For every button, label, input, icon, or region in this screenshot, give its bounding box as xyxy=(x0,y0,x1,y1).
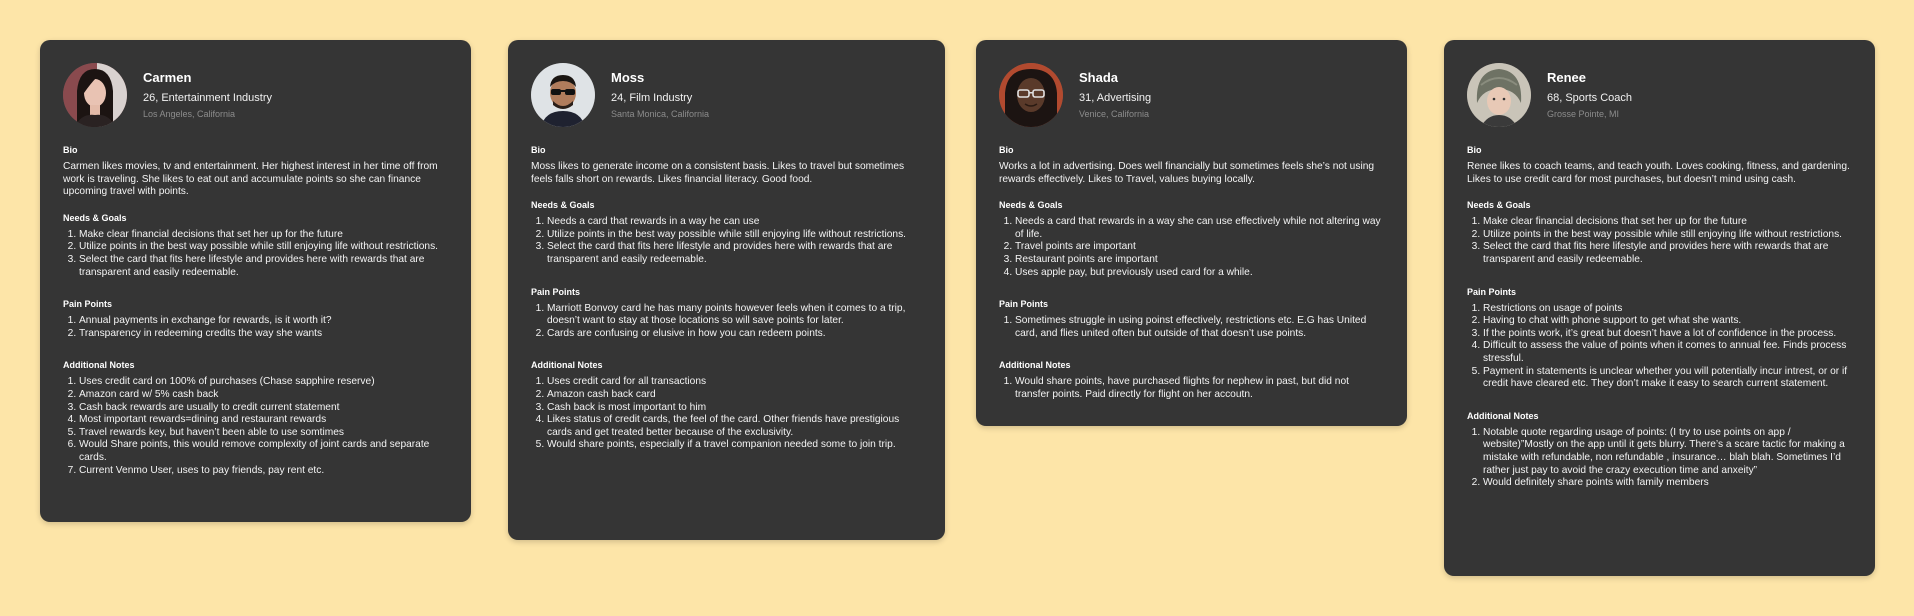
notes-title: Additional Notes xyxy=(999,360,1071,371)
persona-location: Venice, California xyxy=(1079,109,1150,119)
persona-location: Los Angeles, California xyxy=(143,109,236,119)
pain-title: Pain Points xyxy=(1467,286,1517,297)
avatar xyxy=(531,63,595,127)
list-item: 1. Marriott Bonvoy card he has many points however feels when it comes to a trip, doesn’t want to stay at those locations so will save points for later. xyxy=(547,303,922,328)
persona-header xyxy=(1467,62,1852,128)
list-item: 2. Travel points are important xyxy=(1015,241,1384,254)
list-item: 4. Most important rewards=dining and restaurant rewards xyxy=(79,414,448,427)
avatar xyxy=(1467,63,1531,127)
bio-text: Carmen likes movies, tv and entertainment. Her highest interest in her time off from work is traveling. She likes to eat out and accumulate points so she can finance upcoming travel with points. xyxy=(63,161,438,198)
persona-name: Renee xyxy=(1547,70,1587,85)
list-item: 3. Cash back is most important to him xyxy=(547,402,922,415)
list-item: 1. Make clear financial decisions that set her up for the future xyxy=(79,229,448,242)
needs-list xyxy=(999,216,1384,279)
persona-card-moss xyxy=(508,40,945,540)
bio-title: Bio xyxy=(1467,145,1482,155)
list-item: 4. Uses apple pay, but previously used card for a while. xyxy=(1015,267,1384,280)
avatar xyxy=(63,63,127,127)
notes-list xyxy=(63,376,448,477)
pain-list xyxy=(63,315,448,340)
pain-title: Pain Points xyxy=(999,299,1049,310)
list-item: 2. Cards are confusing or elusive in how you can redeem points. xyxy=(547,328,922,341)
list-item: 1. Restrictions on usage of points xyxy=(1483,303,1852,316)
list-item: 2. Amazon card w/ 5% cash back xyxy=(79,389,448,402)
persona-card-shada xyxy=(976,40,1407,426)
list-item: 6. Would Share points, this would remove complexity of joint cards and separate cards. xyxy=(79,439,448,464)
bio-title: Bio xyxy=(63,145,78,155)
list-item: 1. Uses credit card for all transactions xyxy=(547,376,922,389)
needs-list xyxy=(1467,216,1852,266)
bio-text: Moss likes to generate income on a consistent basis. Likes to travel but sometimes feels falls short on rewards. Likes financial literacy. Good food. xyxy=(531,161,905,185)
notes-list xyxy=(1467,427,1852,490)
list-item: 2. Transparency in redeeming credits the way she wants xyxy=(79,328,448,341)
bio-title: Bio xyxy=(531,145,546,155)
list-item: 3. Restaurant points are important xyxy=(1015,254,1384,267)
needs-list xyxy=(531,216,922,266)
list-item: 2. Utilize points in the best way possible while still enjoying life without restrictions. xyxy=(79,241,448,254)
list-item: 3. If the points work, it’s great but doesn’t have a lot of confidence in the process. xyxy=(1483,328,1852,341)
list-item: 1. Needs a card that rewards in a way he can use xyxy=(547,216,922,229)
list-item: 2. Amazon cash back card xyxy=(547,389,922,402)
list-item: 3. Select the card that fits here lifestyle and provides here with rewards that are transparent and easily redeemable. xyxy=(547,241,922,266)
list-item: 4. Likes status of credit cards, the feel of the card. Other friends have prestigious cards and get treated better because of the exclusivity. xyxy=(547,414,922,439)
list-item: 1. Sometimes struggle in using poinst effectively, restrictions etc. E.G has United card, and flies united often but outside of that doesn’t use points. xyxy=(1015,315,1384,340)
persona-name: Shada xyxy=(1079,70,1119,85)
list-item: 5. Travel rewards key, but haven’t been able to use somtimes xyxy=(79,427,448,440)
notes-title: Additional Notes xyxy=(63,360,135,371)
persona-header xyxy=(63,62,448,128)
needs-title: Needs & Goals xyxy=(531,200,595,211)
bio-text: Works a lot in advertising. Does well financially but sometimes feels she’s not using rewards effectively. Likes to Travel, values buying locally. xyxy=(999,161,1375,185)
persona-location: Santa Monica, California xyxy=(611,109,710,119)
needs-title: Needs & Goals xyxy=(999,200,1063,211)
list-item: 1. Make clear financial decisions that set her up for the future xyxy=(1483,216,1852,229)
persona-name: Carmen xyxy=(143,70,192,85)
list-item: 5. Payment in statements is unclear whether you will potentially incur intrest, or or if credit have cleared etc. They don’t make it easy to search current statement. xyxy=(1483,366,1852,391)
list-item: 5. Would share points, especially if a travel companion needed some to join trip. xyxy=(547,439,922,452)
persona-subtitle: 26, Entertainment Industry xyxy=(143,92,273,104)
needs-title: Needs & Goals xyxy=(1467,200,1531,211)
pain-list xyxy=(999,315,1384,340)
pain-title: Pain Points xyxy=(531,286,581,297)
pain-list xyxy=(531,303,922,341)
persona-location: Grosse Pointe, MI xyxy=(1547,109,1620,119)
list-item: 7. Current Venmo User, uses to pay friends, pay rent etc. xyxy=(79,465,448,478)
list-item: 3. Select the card that fits here lifestyle and provides here with rewards that are transparent and easily redeemable. xyxy=(79,254,448,279)
persona-subtitle: 68, Sports Coach xyxy=(1547,92,1632,104)
persona-card-renee xyxy=(1444,40,1875,576)
list-item: 2. Would definitely share points with family members xyxy=(1483,477,1852,490)
list-item: 3. Cash back rewards are usually to credit current statement xyxy=(79,402,448,415)
list-item: 1. Annual payments in exchange for rewards, is it worth it? xyxy=(79,315,448,328)
pain-title: Pain Points xyxy=(63,299,113,310)
list-item: 1. Uses credit card on 100% of purchases (Chase sapphire reserve) xyxy=(79,376,448,389)
notes-list xyxy=(531,376,922,452)
list-item: 2. Having to chat with phone support to get what she wants. xyxy=(1483,315,1852,328)
persona-subtitle: 31, Advertising xyxy=(1079,92,1152,104)
persona-subtitle: 24, Film Industry xyxy=(611,92,693,104)
persona-name: Moss xyxy=(611,70,645,85)
list-item: 1. Notable quote regarding usage of points: (I try to use points on app / website)”Mostly on the app until it gets blurry. There’s a scare tactic for making a mistake with refundable, non refundable , insurance… blah blah. Sometimes I’d rather just pay to avoid the crazy execution time and anxeity” xyxy=(1483,427,1852,477)
notes-title: Additional Notes xyxy=(531,360,603,371)
list-item: 2. Utilize points in the best way possible while still enjoying life without restrictions. xyxy=(1483,229,1852,242)
list-item: 1. Needs a card that rewards in a way she can use effectively while not altering way of life. xyxy=(1015,216,1384,241)
persona-card-carmen xyxy=(40,40,471,522)
list-item: 3. Select the card that fits here lifestyle and provides here with rewards that are transparent and easily redeemable. xyxy=(1483,241,1852,266)
pain-list xyxy=(1467,303,1852,391)
needs-title: Needs & Goals xyxy=(63,212,127,223)
persona-header xyxy=(531,62,922,128)
list-item: 2. Utilize points in the best way possible while still enjoying life without restrictions. xyxy=(547,229,922,242)
notes-list xyxy=(999,376,1384,401)
bio-text: Renee likes to coach teams, and teach youth. Loves cooking, fitness, and gardening. Likes to use credit card for most purchases, but doesn’t mind using cash. xyxy=(1467,161,1850,185)
list-item: 4. Difficult to assess the value of points when it comes to annual fee. Finds process stressful. xyxy=(1483,340,1852,365)
bio-title: Bio xyxy=(999,145,1014,155)
persona-header xyxy=(999,62,1384,128)
notes-title: Additional Notes xyxy=(1467,410,1539,421)
avatar xyxy=(999,63,1063,127)
needs-list xyxy=(63,229,448,279)
list-item: 1. Would share points, have purchased flights for nephew in past, but did not transfer points. Paid directly for flight on her accoutn. xyxy=(1015,376,1384,401)
